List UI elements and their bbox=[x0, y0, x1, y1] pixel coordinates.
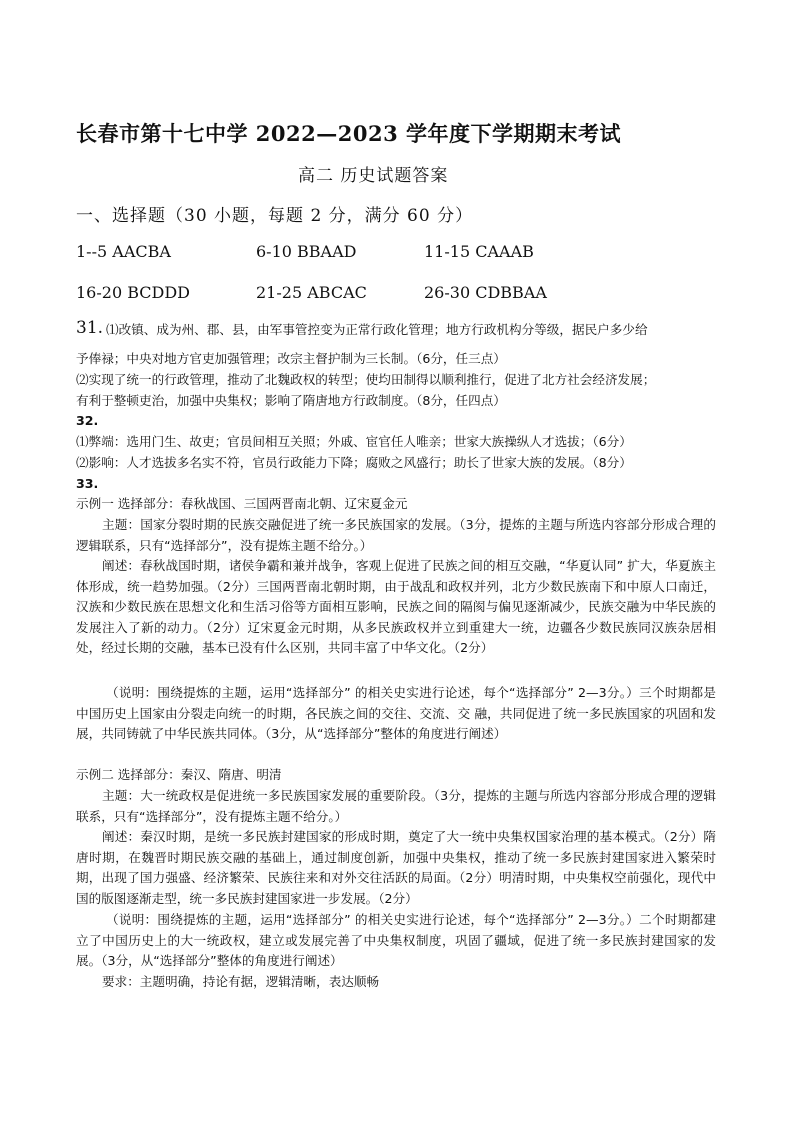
example-1-elaboration: 阐述：春秋战国时期，诸侯争霸和兼并战争，客观上促进了民族之间的相互交融，“华夏认同” 扩大，华夏族主体形成，统一趋势加强。（2分）三国两晋南北朝时期，由于战乱和政权并列，北方少数民族南下和中原人口南迁，汉族和少数民族在思想文化和生活习俗等方面相互影响，民族之间的隔阂与偏见逐渐减少，民族交融为中华民族的发展注入了新的动力。（2分）辽宋夏金元时期，从多民族政权并立到重建大一统，边疆各少数民族同汉族杂居相处，经过长期的交融，基本已没有什么区别，共同丰富了中华文化。（2分） bbox=[76, 558, 716, 655]
answer-group: 11-15 CAAAB bbox=[424, 242, 534, 261]
page-subtitle: 高二 历史试题答案 bbox=[298, 166, 449, 186]
question-32-line: ⑴弊端：选用门生、故吏；官员间相互关照；外戚、宦官任人唯亲；世家大族操纵人才选拔；（6分） bbox=[76, 434, 632, 449]
question-31-number: 31. bbox=[76, 318, 104, 338]
question-31-line: ⑴改镇、成为州、郡、县，由军事管控变为正常行政化管理；地方行政机构分等级，据民户多少给 bbox=[106, 322, 648, 337]
answer-group: 21-25 ABCAC bbox=[256, 283, 367, 302]
section-heading-multiple-choice: 一、选择题（30 小题，每题 2 分，满分 60 分） bbox=[76, 206, 474, 226]
question-33-number: 33. bbox=[76, 476, 99, 491]
example-1-label: 示例一 选择部分：春秋战国、三国两晋南北朝、辽宋夏金元 bbox=[76, 496, 408, 511]
answer-group: 26-30 CDBBAA bbox=[424, 283, 547, 302]
answer-group: 16-20 BCDDD bbox=[76, 283, 190, 302]
example-1-theme: 主题：国家分裂时期的民族交融促进了统一多民族国家的发展。（3分，提炼的主题与所选内容部分形成合理的逻辑联系，只有“选择部分”，没有提炼主题不给分。） bbox=[76, 517, 716, 553]
example-2-label: 示例二 选择部分：秦汉、隋唐、明清 bbox=[76, 767, 282, 782]
example-2-note: （说明：围绕提炼的主题，运用“选择部分” 的相关史实进行论述，每个“选择部分” 2—3分。）二个时期都建立了中国历史上的大一统政权，建立或发展完善了中央集权制度，巩固了疆域，促进了统一多民族封建国家的发展。（3分，从“选择部分”整体的角度进行阐述） bbox=[76, 912, 716, 968]
example-1-note: （说明：围绕提炼的主题，运用“选择部分” 的相关史实进行论述，每个“选择部分” 2—3分。）三个时期都是中国历史上国家由分裂走向统一的时期，各民族之间的交往、交流、交 融，共同促进了统一多民族国家的巩固和发展，共同铸就了中华民族共同体。（3分，从“选择部分”整体的角度进行阐述） bbox=[76, 685, 716, 741]
answer-group: 6-10 BBAAD bbox=[256, 242, 357, 261]
page-title: 长春市第十七中学 2022—2023 学年度下学期期末考试 bbox=[76, 121, 622, 146]
requirement-line: 要求：主题明确，持论有据，逻辑清晰，表达顺畅 bbox=[102, 974, 380, 989]
question-31-line: ⑵实现了统一的行政管理，推动了北魏政权的转型；使均田制得以顺利推行，促进了北方社会经济发展； bbox=[76, 372, 656, 387]
question-31-line: 有利于整顿吏治，加强中央集权；影响了隋唐地方行政制度。（8分，任四点） bbox=[76, 393, 506, 408]
question-31-line: 予俸禄；中央对地方官吏加强管理；改宗主督护制为三长制。（6分，任三点） bbox=[76, 351, 506, 366]
question-32-number: 32. bbox=[76, 413, 99, 428]
example-2-theme: 主题：大一统政权是促进统一多民族国家发展的重要阶段。（3分，提炼的主题与所选内容部分形成合理的逻辑联系，只有“选择部分”，没有提炼主题不给分。） bbox=[76, 788, 716, 824]
example-2-elaboration: 阐述：秦汉时期，是统一多民族封建国家的形成时期，奠定了大一统中央集权国家治理的基本模式。（2分）隋唐时期，在魏晋时期民族交融的基础上，通过制度创新，加强中央集权，推动了统一多民族封建国家进入繁荣时期，出现了国力强盛、经济繁荣、民族往来和对外交往活跃的局面。（2分）明清时期，中央集权空前强化，现代中国的版图逐渐走型，统一多民族封建国家进一步发展。（2分） bbox=[76, 829, 716, 906]
answer-group: 1--5 AACBA bbox=[76, 242, 171, 261]
question-32-line: ⑵影响：人才选拔多名实不符，官员行政能力下降；腐败之风盛行；助长了世家大族的发展。（8分） bbox=[76, 455, 632, 470]
